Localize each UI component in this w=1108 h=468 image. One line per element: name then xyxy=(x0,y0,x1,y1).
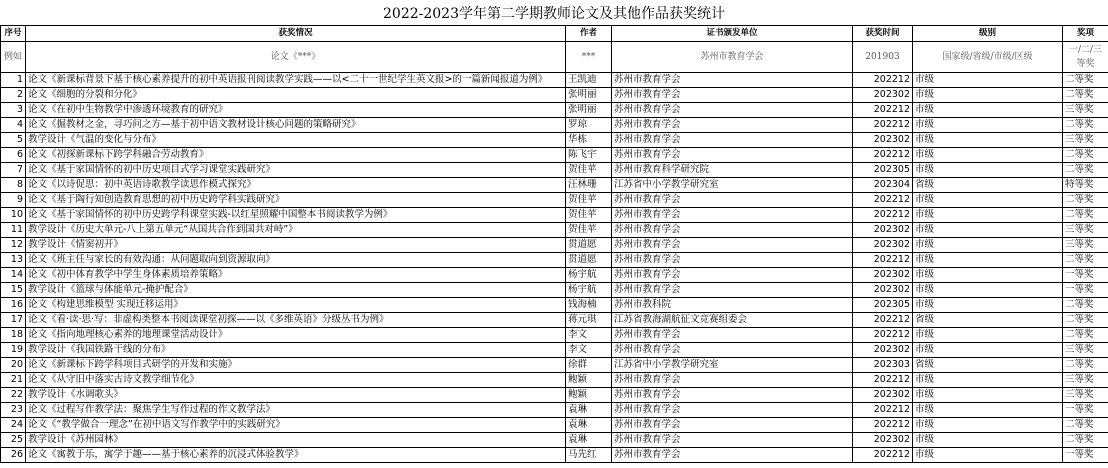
table-row xyxy=(1,418,1108,433)
cell-prize[interactable]: 特等奖 xyxy=(1063,178,1108,193)
cell-author[interactable]: 贺佳苹 xyxy=(566,163,612,178)
cell-prize[interactable]: 一等奖 xyxy=(1063,268,1108,283)
table-row xyxy=(1,208,1108,223)
header-work[interactable]: 获奖情况 xyxy=(26,26,566,42)
cell-work[interactable]: 论文《基于陶行知创造教育思想的初中历史跨学科实践研究》 xyxy=(26,193,566,208)
header-unit[interactable]: 证书颁发单位 xyxy=(612,26,853,42)
cell-num[interactable]: 8 xyxy=(1,178,26,193)
cell-prize[interactable]: 三等奖 xyxy=(1063,133,1108,148)
table-row xyxy=(1,388,1108,403)
table-row xyxy=(1,298,1108,313)
cell-unit[interactable]: 苏州市教育学会 xyxy=(612,418,853,433)
cell-unit[interactable]: 苏州市教育学会 xyxy=(612,343,853,358)
cell-author[interactable]: 李文 xyxy=(566,343,612,358)
cell-work[interactable]: 论文《从守旧中落实古诗文教学细节化》 xyxy=(26,373,566,388)
cell-unit[interactable]: 苏州市教育学会 xyxy=(612,73,853,88)
cell-num[interactable]: 13 xyxy=(1,253,26,268)
table-row xyxy=(1,433,1108,448)
table-row xyxy=(1,193,1108,208)
cell-prize[interactable]: 三等奖 xyxy=(1063,223,1108,238)
cell-level[interactable]: 市级 xyxy=(913,253,1063,268)
cell-num[interactable]: 3 xyxy=(1,103,26,118)
cell-level[interactable]: 市级 xyxy=(913,73,1063,88)
cell-prize[interactable]: 二等奖 xyxy=(1063,418,1108,433)
cell-prize[interactable]: 二等奖 xyxy=(1063,328,1108,343)
cell-date[interactable]: 202212 xyxy=(853,103,913,118)
cell-prize[interactable]: 三等奖 xyxy=(1063,373,1108,388)
cell-num[interactable]: 23 xyxy=(1,403,26,418)
cell-work[interactable]: 论文《以诗促思：初中英语诗歌教学读思作模式探究》 xyxy=(26,178,566,193)
cell-date[interactable]: 202212 xyxy=(853,313,913,328)
table-row xyxy=(1,253,1108,268)
cell-author[interactable]: 罗琼 xyxy=(566,118,612,133)
cell-num[interactable]: 4 xyxy=(1,118,26,133)
table-row xyxy=(1,328,1108,343)
table-row xyxy=(1,373,1108,388)
cell-unit[interactable]: 江苏省中小学教学研究室 xyxy=(612,178,853,193)
cell-num[interactable]: 6 xyxy=(1,148,26,163)
cell-work[interactable]: 论文《新课标下跨学科项目式研学的开发和实施》 xyxy=(26,358,566,373)
cell-author[interactable]: 贺佳苹 xyxy=(566,208,612,223)
cell-num[interactable]: 2 xyxy=(1,88,26,103)
cell-author[interactable]: 张明丽 xyxy=(566,103,612,118)
cell-num[interactable]: 20 xyxy=(1,358,26,373)
cell-num[interactable]: 1 xyxy=(1,73,26,88)
cell-num[interactable]: 17 xyxy=(1,313,26,328)
cell-num[interactable]: 22 xyxy=(1,388,26,403)
cell-prize[interactable]: 三等奖 xyxy=(1063,388,1108,403)
cell-num[interactable]: 7 xyxy=(1,163,26,178)
cell-work[interactable]: 论文《在初中生物教学中渗透环境教育的研究》 xyxy=(26,103,566,118)
cell-level[interactable]: 省级 xyxy=(913,313,1063,328)
cell-date[interactable]: 202302 xyxy=(853,283,913,298)
cell-unit[interactable]: 苏州市教育学会 xyxy=(612,403,853,418)
cell-level[interactable]: 市级 xyxy=(913,328,1063,343)
cell-unit[interactable]: 苏州市教育学会 xyxy=(612,283,853,298)
table-row xyxy=(1,178,1108,193)
cell-date[interactable]: 202212 xyxy=(853,373,913,388)
cell-num[interactable]: 19 xyxy=(1,343,26,358)
cell-unit[interactable]: 苏州市教育学会 xyxy=(612,133,853,148)
cell-date[interactable]: 202302 xyxy=(853,433,913,448)
cell-author[interactable]: 钱海楠 xyxy=(566,298,612,313)
example-num[interactable]: 例如 xyxy=(1,42,26,73)
cell-author[interactable]: 鲍颖 xyxy=(566,388,612,403)
awards-table xyxy=(0,25,1108,463)
example-row xyxy=(1,42,1108,73)
cell-num[interactable]: 26 xyxy=(1,448,26,463)
example-prize[interactable]: 一/二/三等奖 xyxy=(1063,42,1108,73)
cell-level[interactable]: 市级 xyxy=(913,388,1063,403)
cell-prize[interactable]: 二等奖 xyxy=(1063,433,1108,448)
cell-prize[interactable]: 二等奖 xyxy=(1063,163,1108,178)
cell-unit[interactable]: 苏州市教育科学研究院 xyxy=(612,163,853,178)
cell-author[interactable]: 贯道愿 xyxy=(566,238,612,253)
cell-prize[interactable]: 二等奖 xyxy=(1063,313,1108,328)
cell-work[interactable]: 教学设计《苏州园林》 xyxy=(26,433,566,448)
table-row xyxy=(1,358,1108,373)
cell-prize[interactable]: 二等奖 xyxy=(1063,298,1108,313)
cell-work[interactable]: 论文《新课标背景下基于核心素养提升的初中英语报刊阅读教学实践——以<二十一世纪学生英文报>的一篇新闻报道为例》 xyxy=(26,73,566,88)
cell-date[interactable]: 202212 xyxy=(853,193,913,208)
cell-level[interactable]: 市级 xyxy=(913,448,1063,463)
cell-level[interactable]: 市级 xyxy=(913,193,1063,208)
cell-date[interactable]: 202302 xyxy=(853,88,913,103)
cell-author[interactable]: 汪林珊 xyxy=(566,178,612,193)
cell-date[interactable]: 202304 xyxy=(853,178,913,193)
cell-date[interactable]: 202302 xyxy=(853,238,913,253)
cell-num[interactable]: 21 xyxy=(1,373,26,388)
cell-unit[interactable]: 苏州市教育学会 xyxy=(612,208,853,223)
cell-author[interactable]: 袁琳 xyxy=(566,418,612,433)
cell-work[interactable]: 教学设计《情窦初开》 xyxy=(26,238,566,253)
cell-date[interactable]: 202302 xyxy=(853,388,913,403)
cell-date[interactable]: 202302 xyxy=(853,268,913,283)
cell-level[interactable]: 市级 xyxy=(913,433,1063,448)
header-prize[interactable]: 奖项 xyxy=(1063,26,1108,42)
cell-unit[interactable]: 苏州市教育学会 xyxy=(612,253,853,268)
sheet-title: 2022-2023学年第二学期教师论文及其他作品获奖统计 xyxy=(383,6,725,22)
cell-work[interactable]: 论文《“教学做合一理念”在初中语文写作教学中的实践研究》 xyxy=(26,418,566,433)
table-row xyxy=(1,103,1108,118)
cell-author[interactable]: 贺佳苹 xyxy=(566,223,612,238)
cell-author[interactable]: 陈飞宇 xyxy=(566,148,612,163)
cell-date[interactable]: 202212 xyxy=(853,403,913,418)
cell-author[interactable]: 贺佳苹 xyxy=(566,193,612,208)
cell-work[interactable]: 论文《过程写作教学法：聚焦学生写作过程的作文教学法》 xyxy=(26,403,566,418)
cell-prize[interactable]: 二等奖 xyxy=(1063,73,1108,88)
cell-author[interactable]: 华栋 xyxy=(566,133,612,148)
cell-num[interactable]: 16 xyxy=(1,298,26,313)
table-row xyxy=(1,88,1108,103)
cell-date[interactable]: 202302 xyxy=(853,343,913,358)
cell-unit[interactable]: 苏州市教育学会 xyxy=(612,268,853,283)
cell-prize[interactable]: 三等奖 xyxy=(1063,238,1108,253)
cell-work[interactable]: 论文《掘教材之金，寻巧问之方—基于初中语文教材设计核心问题的策略研究》 xyxy=(26,118,566,133)
cell-unit[interactable]: 苏州市教育学会 xyxy=(612,148,853,163)
cell-author[interactable]: 杨宇航 xyxy=(566,268,612,283)
cell-level[interactable]: 市级 xyxy=(913,373,1063,388)
table-row xyxy=(1,73,1108,88)
cell-unit[interactable]: 苏州市教育学会 xyxy=(612,328,853,343)
cell-unit[interactable]: 苏州市教育学会 xyxy=(612,373,853,388)
cell-work[interactable]: 论文《构建思维模型 实现迁移运用》 xyxy=(26,298,566,313)
cell-unit[interactable]: 江苏省教海湖航征文竞赛组委会 xyxy=(612,313,853,328)
cell-prize[interactable]: 二等奖 xyxy=(1063,208,1108,223)
cell-author[interactable]: 李文 xyxy=(566,328,612,343)
cell-date[interactable]: 202212 xyxy=(853,208,913,223)
example-date[interactable]: 201903 xyxy=(853,42,913,73)
cell-prize[interactable]: 二等奖 xyxy=(1063,118,1108,133)
cell-date[interactable]: 202302 xyxy=(853,133,913,148)
cell-level[interactable]: 市级 xyxy=(913,148,1063,163)
header-row xyxy=(1,26,1108,42)
cell-prize[interactable]: 一等奖 xyxy=(1063,448,1108,463)
table-row xyxy=(1,313,1108,328)
cell-num[interactable]: 12 xyxy=(1,238,26,253)
table-row xyxy=(1,148,1108,163)
cell-author[interactable]: 王凯迪 xyxy=(566,73,612,88)
cell-prize[interactable]: 二等奖 xyxy=(1063,193,1108,208)
header-author[interactable]: 作者 xyxy=(566,26,612,42)
example-work[interactable]: 论文《***》 xyxy=(26,42,566,73)
cell-date[interactable]: 202305 xyxy=(853,163,913,178)
cell-date[interactable]: 202212 xyxy=(853,253,913,268)
cell-work[interactable]: 论文《看·读·思·写：非虚构类整本书阅读课堂初探——以《多维英语》分级丛书为例》 xyxy=(26,313,566,328)
cell-work[interactable]: 论文《基于家国情怀的初中历史项目式学习课堂实践研究》 xyxy=(26,163,566,178)
cell-prize[interactable]: 一等奖 xyxy=(1063,403,1108,418)
cell-num[interactable]: 15 xyxy=(1,283,26,298)
cell-unit[interactable]: 苏州市教科院 xyxy=(612,298,853,313)
cell-unit[interactable]: 苏州市教育学会 xyxy=(612,223,853,238)
table-row xyxy=(1,238,1108,253)
header-num[interactable]: 序号 xyxy=(1,26,26,42)
cell-num[interactable]: 14 xyxy=(1,268,26,283)
cell-prize[interactable]: 二等奖 xyxy=(1063,253,1108,268)
cell-prize[interactable]: 二等奖 xyxy=(1063,358,1108,373)
cell-level[interactable]: 市级 xyxy=(913,238,1063,253)
cell-level[interactable]: 市级 xyxy=(913,268,1063,283)
cell-work[interactable]: 教学设计《历史大单元-八上第五单元“从国共合作到国共对峙”》 xyxy=(26,223,566,238)
cell-work[interactable]: 教学设计《水调歌头》 xyxy=(26,388,566,403)
cell-num[interactable]: 10 xyxy=(1,208,26,223)
cell-unit[interactable]: 苏州市教育学会 xyxy=(612,88,853,103)
cell-unit[interactable]: 苏州市教育学会 xyxy=(612,388,853,403)
cell-work[interactable]: 论文《细胞的分裂和分化》 xyxy=(26,88,566,103)
cell-date[interactable]: 202212 xyxy=(853,418,913,433)
cell-level[interactable]: 市级 xyxy=(913,118,1063,133)
cell-unit[interactable]: 苏州市教育学会 xyxy=(612,193,853,208)
cell-prize[interactable]: 三等奖 xyxy=(1063,343,1108,358)
cell-level[interactable]: 市级 xyxy=(913,208,1063,223)
cell-prize[interactable]: 二等奖 xyxy=(1063,148,1108,163)
cell-level[interactable]: 市级 xyxy=(913,88,1063,103)
cell-work[interactable]: 教学设计《我国铁路干线的分布》 xyxy=(26,343,566,358)
table-row xyxy=(1,283,1108,298)
cell-author[interactable]: 杨宇航 xyxy=(566,283,612,298)
cell-author[interactable]: 蒋元琪 xyxy=(566,313,612,328)
cell-date[interactable]: 202212 xyxy=(853,448,913,463)
cell-author[interactable]: 袁琳 xyxy=(566,403,612,418)
cell-level[interactable]: 省级 xyxy=(913,358,1063,373)
table-row xyxy=(1,223,1108,238)
cell-work[interactable]: 论文《指向地理核心素养的地理课堂活动设计》 xyxy=(26,328,566,343)
cell-date[interactable]: 202212 xyxy=(853,118,913,133)
cell-unit[interactable]: 苏州市教育学会 xyxy=(612,103,853,118)
header-level[interactable]: 级别 xyxy=(913,26,1063,42)
table-row xyxy=(1,403,1108,418)
cell-num[interactable]: 5 xyxy=(1,133,26,148)
cell-date[interactable]: 202305 xyxy=(853,298,913,313)
cell-work[interactable]: 论文《初探新课标下跨学科融合劳动教育》 xyxy=(26,148,566,163)
cell-level[interactable]: 省级 xyxy=(913,178,1063,193)
cell-level[interactable]: 市级 xyxy=(913,403,1063,418)
cell-level[interactable]: 市级 xyxy=(913,343,1063,358)
cell-prize[interactable]: 二等奖 xyxy=(1063,88,1108,103)
example-author[interactable]: *** xyxy=(566,42,612,73)
cell-level[interactable]: 市级 xyxy=(913,223,1063,238)
cell-author[interactable]: 袁琳 xyxy=(566,433,612,448)
cell-date[interactable]: 202302 xyxy=(853,223,913,238)
cell-work[interactable]: 教学设计《气温的变化与分布》 xyxy=(26,133,566,148)
cell-prize[interactable]: 一等奖 xyxy=(1063,283,1108,298)
header-date[interactable]: 获奖时间 xyxy=(853,26,913,42)
cell-level[interactable]: 市级 xyxy=(913,283,1063,298)
cell-num[interactable]: 24 xyxy=(1,418,26,433)
cell-unit[interactable]: 苏州市教育学会 xyxy=(612,238,853,253)
cell-level[interactable]: 市级 xyxy=(913,103,1063,118)
cell-unit[interactable]: 苏州市教育学会 xyxy=(612,433,853,448)
cell-unit[interactable]: 苏州市教育学会 xyxy=(612,118,853,133)
table-row xyxy=(1,448,1108,463)
cell-work[interactable]: 论文《班主任与家长的有效沟通：从问题取向到资源取向》 xyxy=(26,253,566,268)
cell-work[interactable]: 论文《寓教于乐，寓学于趣——基于核心素养的沉浸式体验教学》 xyxy=(26,448,566,463)
cell-level[interactable]: 市级 xyxy=(913,418,1063,433)
example-unit[interactable]: 苏州市教育学会 xyxy=(612,42,853,73)
table-row xyxy=(1,118,1108,133)
cell-author[interactable]: 张明丽 xyxy=(566,88,612,103)
example-level[interactable]: 国家级/省级/市级/区级 xyxy=(913,42,1063,73)
cell-author[interactable]: 鲍颖 xyxy=(566,373,612,388)
cell-date[interactable]: 202212 xyxy=(853,328,913,343)
cell-num[interactable]: 11 xyxy=(1,223,26,238)
cell-work[interactable]: 论文《初中体育教学中学生身体素质培养策略》 xyxy=(26,268,566,283)
table-row xyxy=(1,163,1108,178)
cell-work[interactable]: 教学设计《篮球与体能单元-掩护配合》 xyxy=(26,283,566,298)
table-row xyxy=(1,343,1108,358)
cell-work[interactable]: 论文《基于家国情怀的初中历史跨学科课堂实践-以红星照耀中国整本书阅读教学为例》 xyxy=(26,208,566,223)
cell-num[interactable]: 9 xyxy=(1,193,26,208)
cell-num[interactable]: 18 xyxy=(1,328,26,343)
cell-unit[interactable]: 江苏省中小学教学研究室 xyxy=(612,358,853,373)
table-row xyxy=(1,133,1108,148)
cell-level[interactable]: 市级 xyxy=(913,298,1063,313)
table-row xyxy=(1,268,1108,283)
cell-unit[interactable]: 苏州市教育学会 xyxy=(612,448,853,463)
cell-num[interactable]: 25 xyxy=(1,433,26,448)
cell-author[interactable]: 徐群 xyxy=(566,358,612,373)
cell-author[interactable]: 贯道愿 xyxy=(566,253,612,268)
cell-date[interactable]: 202212 xyxy=(853,148,913,163)
cell-date[interactable]: 202303 xyxy=(853,358,913,373)
cell-prize[interactable]: 三等奖 xyxy=(1063,103,1108,118)
cell-level[interactable]: 市级 xyxy=(913,133,1063,148)
cell-level[interactable]: 市级 xyxy=(913,163,1063,178)
cell-date[interactable]: 202212 xyxy=(853,73,913,88)
cell-author[interactable]: 马先红 xyxy=(566,448,612,463)
